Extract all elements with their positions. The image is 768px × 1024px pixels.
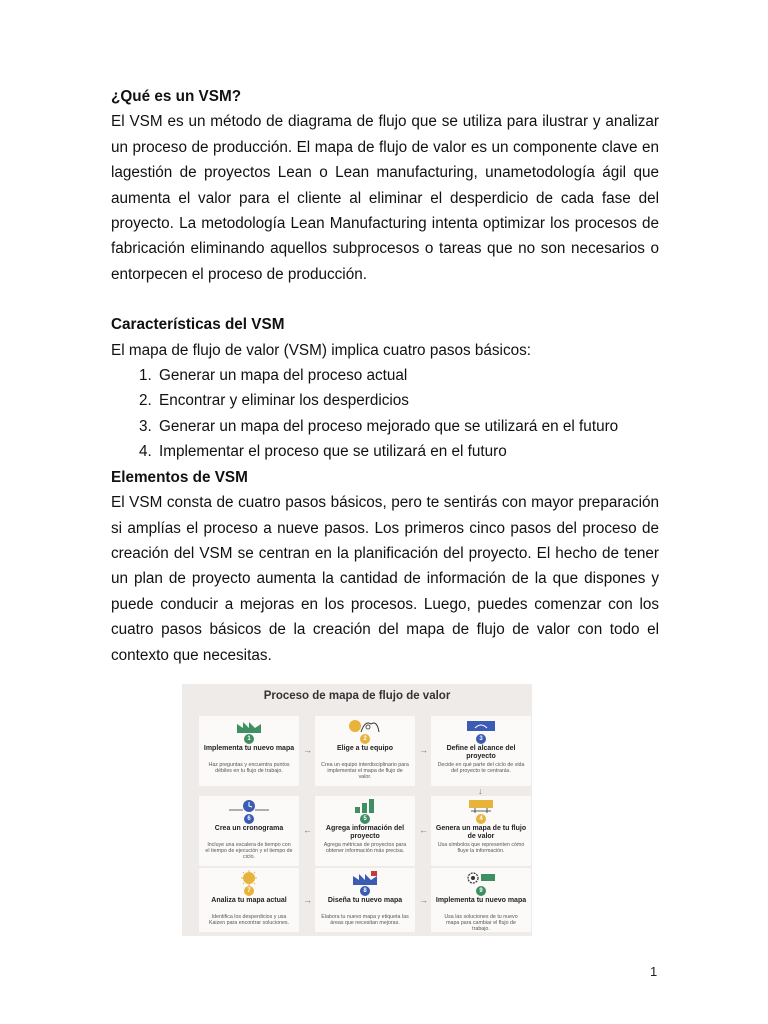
arrow-right-icon: → xyxy=(419,745,428,755)
browser-icon xyxy=(431,718,531,734)
card-title: Crea un cronograma xyxy=(214,825,284,832)
paragraph-what-is-vsm: El VSM es un método de diagrama de flujo que se utiliza para ilustrar y analizar un proceso de producción. El mapa de flujo de valor es un componente clave en lagestión de proyectos Lean o Lean manufacturing, unametodología ágil que aumenta el valor para el cliente al eliminar el desperdicio de cada fase del proyecto. La metodología Lean Manufacturing intenta optimizar los procesos de fabricación eliminando aquellos subprocesos o tareas que no son necesarios o entorpecen el proceso de producción. xyxy=(111,113,659,283)
arrow-down-icon: ↓ xyxy=(478,786,483,796)
arrow-right-icon: → xyxy=(303,895,312,905)
step-badge: 8 xyxy=(360,886,370,896)
step-badge: 4 xyxy=(476,814,486,824)
arrow-left-icon: ← xyxy=(419,825,428,835)
arrow-right-icon: → xyxy=(303,745,312,755)
process-card-5 xyxy=(315,796,415,866)
section-title-elements: Elementos de VSM xyxy=(111,468,248,486)
list-item: 3. Generar un mapa del proceso mejorado que se utilizará en el futuro xyxy=(156,414,659,439)
card-description: Crea un equipo interdisciplinario para implementar el mapa de flujo de valor. xyxy=(321,762,409,780)
card-description: Decide en qué parte del ciclo de vida del proyecto te centrarás. xyxy=(437,762,525,774)
vsm-process-infographic xyxy=(182,684,532,936)
steps-list xyxy=(111,363,659,465)
card-title: Elige a tu equipo xyxy=(336,745,393,752)
list-item: 4. Implementar el proceso que se utilizará en el futuro xyxy=(156,439,659,464)
step-badge: 6 xyxy=(244,814,254,824)
step-badge: 7 xyxy=(244,886,254,896)
process-card-4 xyxy=(431,796,531,866)
factory-icon xyxy=(199,718,299,734)
infographic-title: Proceso de mapa de flujo de valor xyxy=(263,690,451,702)
step-badge: 9 xyxy=(476,886,486,896)
flow-icon xyxy=(431,798,531,814)
section-title-characteristics: Características del VSM xyxy=(111,316,285,334)
card-title: Define el alcance del proyecto xyxy=(446,745,516,760)
page-number: 1 xyxy=(650,964,658,979)
process-card-2 xyxy=(315,716,415,786)
card-description: Agrega métricas de proyectos para obtener información más precisa. xyxy=(323,842,407,854)
paragraph-elements: El VSM consta de cuatro pasos básicos, pero te sentirás con mayor preparación si amplías el proceso a nueve pasos. Los primeros cinco pasos del proceso de creación del VSM se centran en la planificación del proyecto. El hecho de tener un plan de proyecto aumenta la cantidad de información de la que dispones y puede conducir a mejoras en los procesos. Luego, puedes comenzar con los cuatro pasos básicos de la creación del mapa de flujo de valor con todo el contexto que necesitas. xyxy=(111,494,659,664)
card-title: Genera un mapa de tu flujo de valor xyxy=(435,825,527,840)
step-badge: 5 xyxy=(360,814,370,824)
list-item: 2. Encontrar y eliminar los desperdicios xyxy=(156,388,659,413)
team-icon xyxy=(315,718,415,734)
card-description: Incluye una escalera de tiempo con el tiempo de ejecución y el tiempo de ciclo. xyxy=(205,842,293,860)
factory-icon xyxy=(315,870,415,886)
process-card-8 xyxy=(315,868,415,932)
card-description: Elabora tu nuevo mapa y etiqueta las áreas que necesitan mejoras. xyxy=(321,914,409,926)
document-body xyxy=(111,84,659,668)
list-item: 1. Generar un mapa del proceso actual xyxy=(156,363,659,388)
process-card-9 xyxy=(431,868,531,932)
arrow-right-icon: → xyxy=(419,895,428,905)
process-card-1 xyxy=(199,716,299,786)
card-title: Implementa tu nuevo mapa xyxy=(203,745,295,752)
chart-icon xyxy=(315,798,415,814)
card-title: Implementa tu nuevo mapa xyxy=(435,897,527,904)
sun-icon xyxy=(199,870,299,886)
card-title: Agrega información del proyecto xyxy=(325,825,405,840)
card-description: Usa símbolos que representen cómo fluye la información. xyxy=(437,842,525,854)
arrow-left-icon: ← xyxy=(303,825,312,835)
process-card-3 xyxy=(431,716,531,786)
card-title: Diseña tu nuevo mapa xyxy=(327,897,403,904)
clock-icon xyxy=(199,798,299,814)
card-description: Identifica los desperdicios y usa Kaizen para encontrar soluciones. xyxy=(208,914,290,926)
paragraph-characteristics-intro: El mapa de flujo de valor (VSM) implica cuatro pasos básicos: xyxy=(111,341,531,359)
step-badge: 2 xyxy=(360,734,370,744)
card-title: Analiza tu mapa actual xyxy=(211,897,287,904)
step-badge: 1 xyxy=(244,734,254,744)
card-description: Haz preguntas y encuentra puntos débiles en tu flujo de trabajo. xyxy=(208,762,290,774)
process-card-6 xyxy=(199,796,299,866)
process-card-7 xyxy=(199,868,299,932)
gear-icon xyxy=(431,870,531,886)
section-title-what-is-vsm: ¿Qué es un VSM? xyxy=(111,88,242,105)
step-badge: 3 xyxy=(476,734,486,744)
card-description: Usa las soluciones de tu nuevo mapa para cambiar el flujo de trabajo. xyxy=(444,914,518,932)
